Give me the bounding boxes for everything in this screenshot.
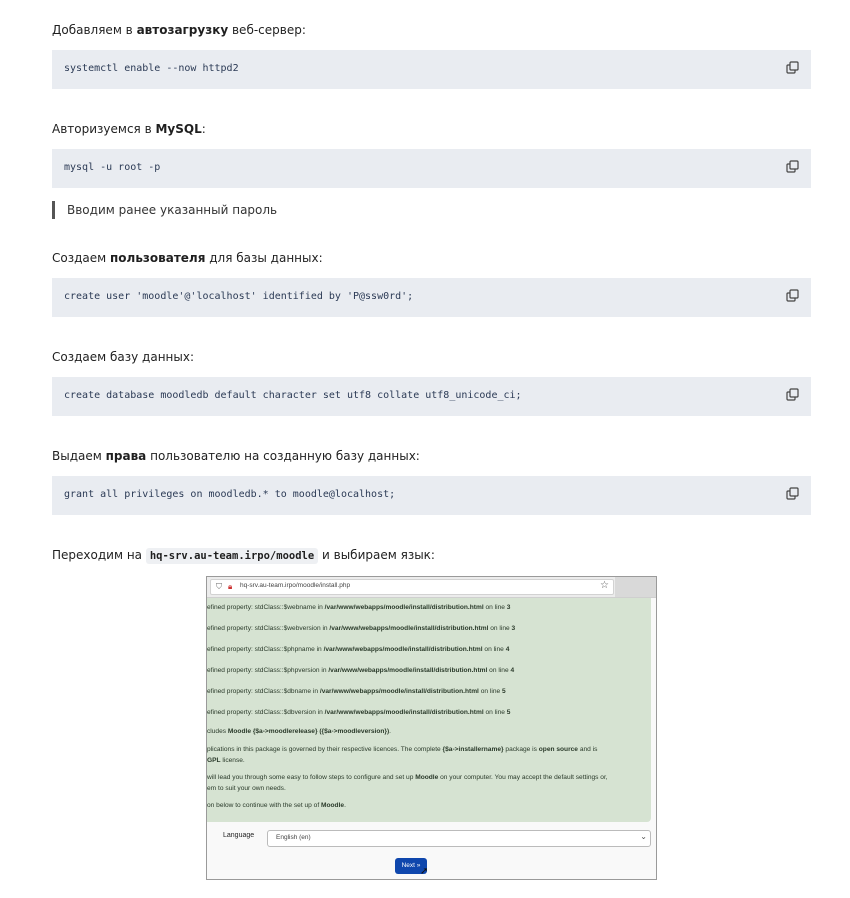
instruction-open-site	[52, 547, 435, 564]
notice-line: efined property: stdClass::$phpversion in /var/www/webapps/moodle/install/distribution.html on line 4	[207, 667, 515, 674]
guide-line: will lead you through some easy to follow steps to configure and set up Moodle on your computer. You may accept the default settings or,	[207, 774, 608, 781]
copy-icon[interactable]	[786, 159, 800, 173]
text-segment: :	[201, 122, 206, 136]
lock-icon: 🔒︎	[228, 582, 233, 591]
url-field	[210, 579, 614, 595]
instruction-mysql-login	[52, 121, 206, 137]
licence-line: plications in this package is governed by their respective licences. The complete {$a->installername} package is open source and is	[207, 746, 598, 753]
next-button: Next »	[395, 858, 427, 874]
moodle-install-screenshot	[206, 576, 657, 880]
text-segment: Выдаем	[52, 449, 106, 463]
blockquote-password: Вводим ранее указанный пароль	[52, 201, 277, 219]
text-segment: и выбираем язык:	[318, 548, 435, 562]
language-label: Language	[223, 832, 255, 839]
text-segment: Переходим на	[52, 548, 146, 562]
notice-line: efined property: stdClass::$dbname in /var/www/webapps/moodle/install/distribution.html on line 5	[207, 688, 506, 695]
code-block-mysql	[52, 149, 811, 188]
code-text: mysql -u root -p	[64, 162, 161, 173]
language-select	[267, 830, 651, 847]
inline-code-url: hq-srv.au-team.irpo/moodle	[146, 548, 318, 564]
code-text: systemctl enable --now httpd2	[64, 63, 239, 74]
instruction-create-db: Создаем базу данных:	[52, 350, 195, 364]
guide-line: em to suit your own needs.	[207, 785, 286, 792]
notice-line: efined property: stdClass::$webname in /var/www/webapps/moodle/install/distribution.html on line 3	[207, 604, 511, 611]
continue-line: on below to continue with the set up of Moodle.	[207, 802, 346, 809]
shield-icon: ⛉	[216, 582, 222, 591]
code-block-create-user	[52, 278, 811, 317]
code-block-systemctl	[52, 50, 811, 89]
text-segment: пользователю на созданную базу данных:	[146, 449, 420, 463]
notice-line: efined property: stdClass::$dbversion in /var/www/webapps/moodle/install/distribution.html on line 5	[207, 709, 511, 716]
bold-term: права	[105, 449, 147, 463]
language-selected-value: English (en)	[276, 834, 311, 841]
text-segment: Добавляем в	[52, 23, 137, 37]
browser-address-bar	[207, 577, 656, 598]
copy-icon[interactable]	[786, 486, 800, 500]
chevron-down-icon: ⌄	[640, 832, 647, 841]
url-text: hq-srv.au-team.irpo/moodle/install.php	[240, 582, 351, 589]
notice-panel	[207, 598, 651, 822]
star-icon: ☆	[600, 580, 609, 591]
bold-term: автозагрузку	[136, 23, 229, 37]
mouse-cursor-icon: ➚	[420, 866, 429, 877]
code-text: grant all privileges on moodledb.* to moodle@localhost;	[64, 489, 396, 500]
code-block-grant	[52, 476, 811, 515]
bold-term: пользователя	[110, 251, 206, 265]
includes-line: cludes Moodle {$a->moodlerelease} ({$a->moodleversion}).	[207, 728, 391, 735]
notice-line: efined property: stdClass::$webversion in /var/www/webapps/moodle/install/distribution.html on line 3	[207, 625, 516, 632]
text-segment: Создаем	[52, 251, 111, 265]
licence-line: GPL license.	[207, 757, 245, 764]
notice-line: efined property: stdClass::$phpname in /var/www/webapps/moodle/install/distribution.html on line 4	[207, 646, 510, 653]
instruction-autostart	[52, 22, 306, 38]
code-text: create database moodledb default character set utf8 collate utf8_unicode_ci;	[64, 390, 522, 401]
text-segment: веб-сервер:	[228, 23, 306, 37]
bold-term: MySQL	[155, 122, 202, 136]
text-segment: Авторизуемся в	[52, 122, 156, 136]
instruction-grant	[52, 448, 420, 464]
code-block-create-db	[52, 377, 811, 416]
browser-toolbar-filler	[615, 577, 656, 597]
copy-icon[interactable]	[786, 288, 800, 302]
code-text: create user 'moodle'@'localhost' identified by 'P@ssw0rd';	[64, 291, 414, 302]
copy-icon[interactable]	[786, 60, 800, 74]
instruction-create-user	[52, 250, 323, 266]
copy-icon[interactable]	[786, 387, 800, 401]
text-segment: для базы данных:	[205, 251, 323, 265]
